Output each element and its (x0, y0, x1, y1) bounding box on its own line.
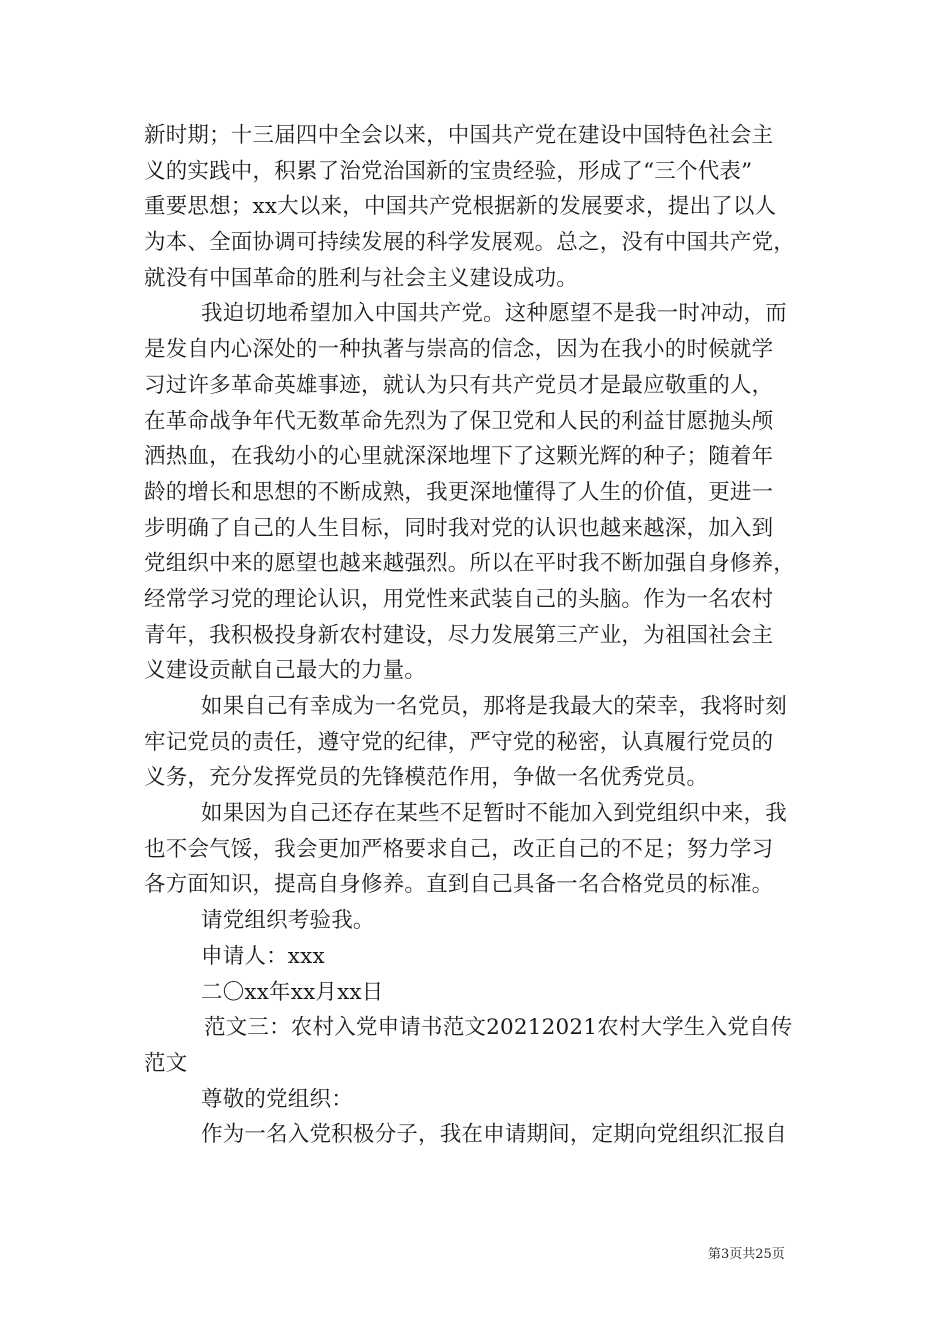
text-line: 义务，充分发挥党员的先锋模范作用，争做一名优秀党员。 (144, 765, 709, 791)
salutation: 尊敬的党组织： (201, 1086, 353, 1112)
text-line: 青年，我积极投身新农村建设，尽力发展第三产业，为祖国社会主 (144, 622, 774, 648)
paragraph-start-line: 我迫切地希望加入中国共产党。这种愿望不是我一时冲动，而 (201, 301, 787, 327)
text-line: 步明确了自己的人生目标，同时我对党的认识也越来越深，加入到 (144, 515, 774, 541)
document-body (144, 118, 814, 1153)
date-line: 二〇xx年xx月xx日 (201, 979, 384, 1005)
text-line: 习过许多革命英雄事迹，就认为只有共产党员才是最应敬重的人， (144, 372, 774, 398)
text-line: 各方面知识，提高自身修养。直到自己具备一名合格党员的标准。 (144, 872, 774, 898)
closing-request: 请党组织考验我。 (201, 908, 375, 934)
applicant-signature: 申请人：xxx (201, 943, 325, 969)
section-heading: 范文三：农村入党申请书范文20212021农村大学生入党自传 (204, 1015, 793, 1041)
text-line: 牢记党员的责任，遵守党的纪律，严守党的秘密，认真履行党员的 (144, 729, 774, 755)
text-line: 义的实践中，积累了治党治国新的宝贵经验，形成了“三个代表” (144, 158, 753, 184)
section-heading-continued: 范文 (144, 1050, 188, 1076)
text-line: 龄的增长和思想的不断成熟，我更深地懂得了人生的价值，更进一 (144, 479, 774, 505)
text-line: 在革命战争年代无数革命先烈为了保卫党和人民的利益甘愿抛头颅 (144, 408, 774, 434)
text-line: 重要思想；xx大以来，中国共产党根据新的发展要求，提出了以人 (144, 194, 777, 220)
text-line: 洒热血，在我幼小的心里就深深地埋下了这颗光辉的种子；随着年 (144, 444, 774, 470)
text-line: 义建设贡献自己最大的力量。 (144, 658, 427, 684)
text-line: 为本、全面协调可持续发展的科学发展观。总之，没有中国共产党， (144, 230, 796, 256)
text-line: 就没有中国革命的胜利与社会主义建设成功。 (144, 265, 579, 291)
text-line: 是发自内心深处的一种执著与崇高的信念，因为在我小的时候就学 (144, 337, 774, 363)
text-line: 也不会气馁，我会更加严格要求自己，改正自己的不足；努力学习 (144, 836, 774, 862)
text-line: 经常学习党的理论认识，用党性来武装自己的头脑。作为一名农村 (144, 586, 774, 612)
paragraph-start-line: 如果因为自己还存在某些不足暂时不能加入到党组织中来，我 (201, 801, 787, 827)
text-line: 新时期；十三届四中全会以来，中国共产党在建设中国特色社会主 (144, 123, 774, 148)
text-line: 党组织中来的愿望也越来越强烈。所以在平时我不断加强自身修养， (144, 551, 796, 577)
paragraph-start-line: 作为一名入党积极分子，我在申请期间，定期向党组织汇报自 (201, 1122, 787, 1148)
paragraph-start-line: 如果自己有幸成为一名党员，那将是我最大的荣幸，我将时刻 (201, 694, 787, 719)
page-number: 第3页共25页 (708, 1247, 785, 1262)
